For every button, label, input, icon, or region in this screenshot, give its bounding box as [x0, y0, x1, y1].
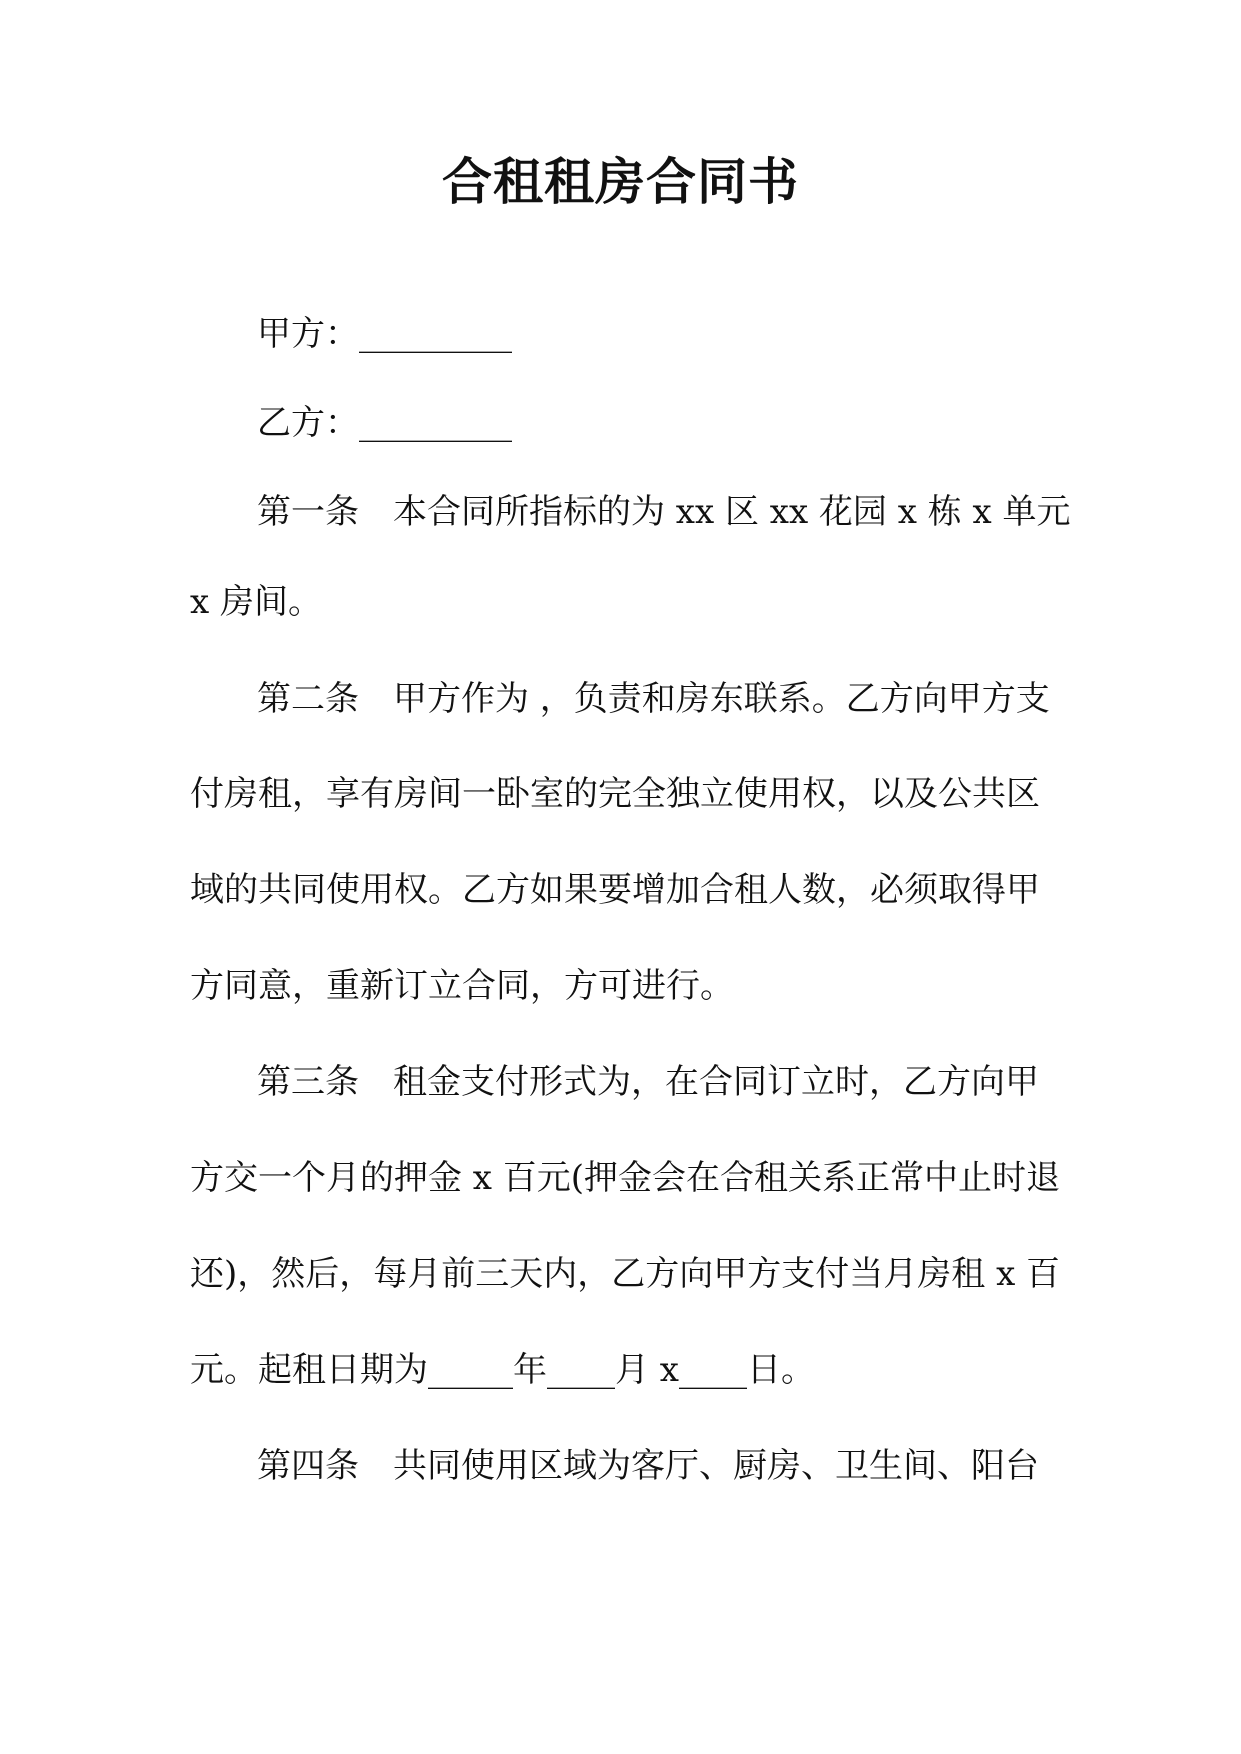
- party-a-line: 甲方：_________: [257, 314, 512, 354]
- article-3-line-4: 元。起租日期为_____年____月 x____日。: [190, 1350, 815, 1390]
- article-2-line-4: 方同意，重新订立合同，方可进行。: [190, 966, 734, 1006]
- article-2-line-2: 付房租，享有房间一卧室的完全独立使用权，以及公共区: [190, 774, 1040, 814]
- article-2-line-1: 第二条 甲方作为 ，负责和房东联系。乙方向甲方支: [257, 679, 1050, 719]
- article-3-line-1: 第三条 租金支付形式为，在合同订立时，乙方向甲: [257, 1062, 1039, 1102]
- article-1-line-1: 第一条 本合同所指标的为 xx 区 xx 花园 x 栋 x 单元: [257, 492, 1071, 532]
- party-b-line: 乙方：_________: [257, 403, 512, 443]
- article-1-line-2: x 房间。: [190, 582, 322, 622]
- article-3-line-3: 还)，然后，每月前三天内，乙方向甲方支付当月房租 x 百: [190, 1254, 1061, 1294]
- article-3-line-2: 方交一个月的押金 x 百元(押金会在合租关系正常中止时退: [190, 1158, 1061, 1198]
- article-4-line-1: 第四条 共同使用区域为客厅、厨房、卫生间、阳台: [257, 1446, 1039, 1486]
- article-2-line-3: 域的共同使用权。乙方如果要增加合租人数，必须取得甲: [190, 870, 1040, 910]
- document-title: 合租租房合同书: [442, 153, 799, 211]
